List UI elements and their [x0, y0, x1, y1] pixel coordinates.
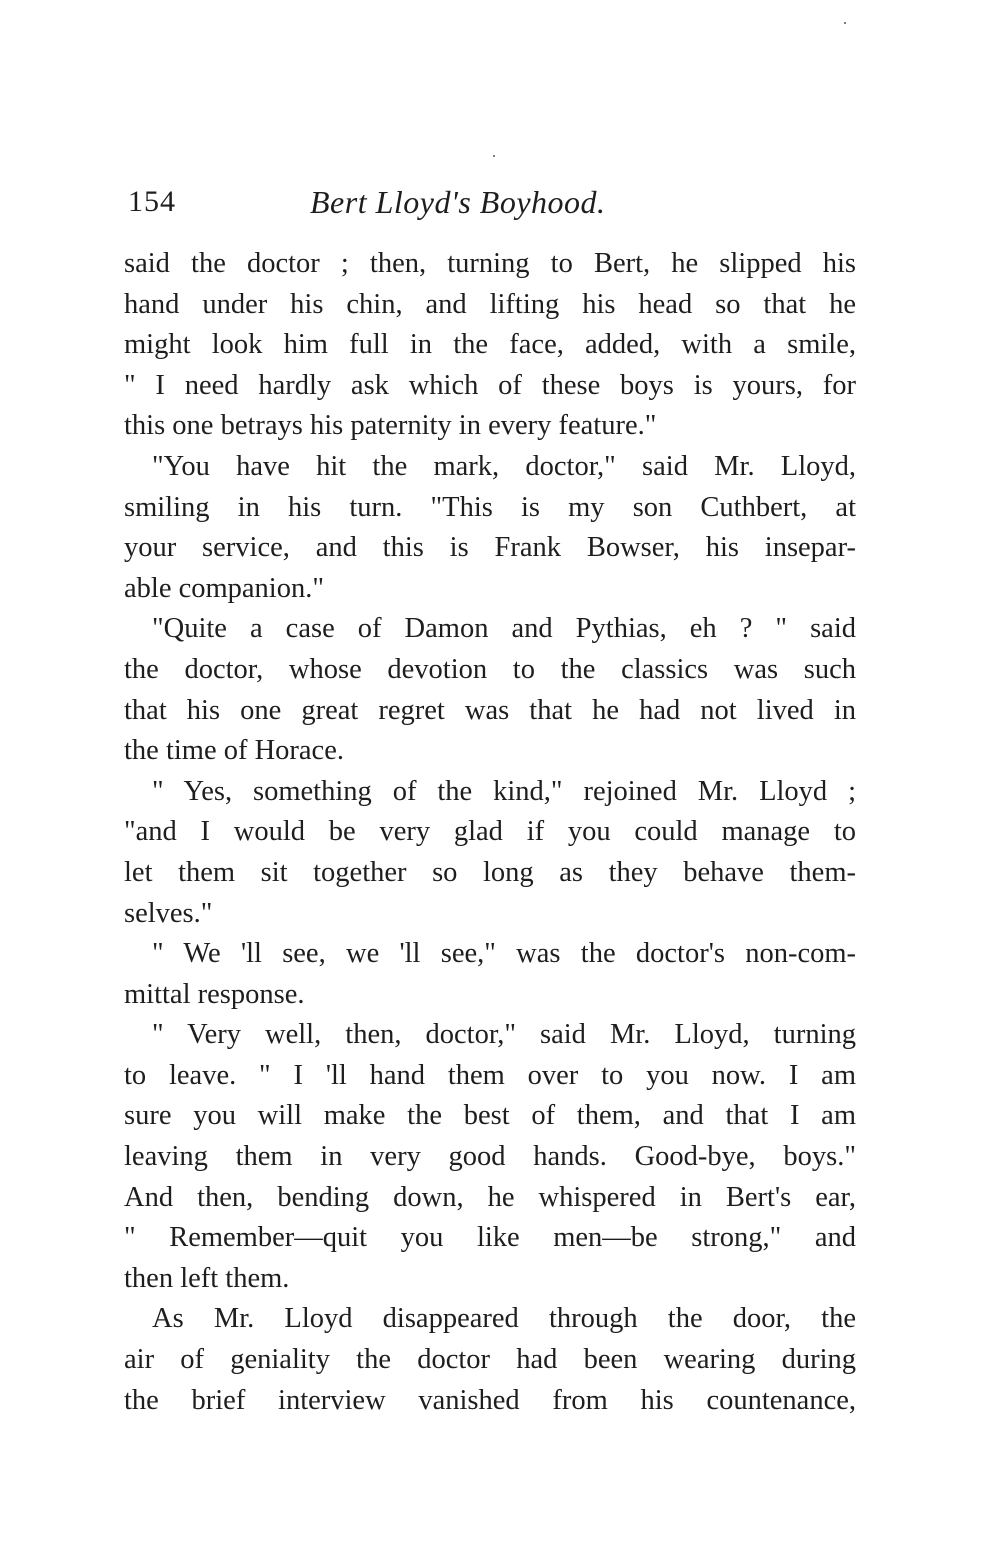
text-line: As Mr. Lloyd disappeared through the door, the	[152, 1303, 856, 1335]
text-line: " We 'll see, we 'll see," was the doctor's non-com-	[152, 938, 856, 970]
text-line: that his one great regret was that he had not lived in	[124, 694, 856, 726]
text-line: the brief interview vanished from his countenance,	[124, 1384, 856, 1416]
text-line: sure you will make the best of them, and that I am	[124, 1100, 856, 1132]
ink-speck	[844, 22, 846, 24]
text-line: "Quite a case of Damon and Pythias, eh ? " said	[152, 613, 856, 645]
text-line: "and I would be very glad if you could manage to	[124, 816, 856, 848]
text-line: leaving them in very good hands. Good-bye, boys."	[124, 1141, 856, 1173]
page-number: 154	[128, 185, 176, 218]
text-line: "You have hit the mark, doctor," said Mr. Lloyd,	[152, 450, 856, 482]
text-line: " Remember—quit you like men—be strong," and	[124, 1222, 856, 1254]
page-header	[124, 180, 856, 224]
text-line: might look him full in the face, added, with a smile,	[124, 329, 856, 361]
text-line: selves."	[124, 897, 213, 929]
text-line: " Yes, something of the kind," rejoined Mr. Lloyd ;	[152, 775, 856, 807]
text-line: air of geniality the doctor had been wearing during	[124, 1344, 856, 1376]
text-line: your service, and this is Frank Bowser, his insepar-	[124, 532, 856, 564]
text-line: able companion."	[124, 572, 324, 604]
text-line: the doctor, whose devotion to the classics was such	[124, 653, 856, 685]
running-title: Bert Lloyd's Boyhood.	[310, 184, 606, 220]
text-line: let them sit together so long as they behave them-	[124, 856, 856, 888]
text-line: " I need hardly ask which of these boys is yours, for	[124, 369, 856, 401]
text-line: And then, bending down, he whispered in Bert's ear,	[124, 1181, 856, 1213]
text-line: smiling in his turn. "This is my son Cuthbert, at	[124, 491, 856, 523]
ink-speck	[493, 155, 495, 157]
text-line: said the doctor ; then, turning to Bert, he slipped his	[124, 248, 856, 279]
body-text	[124, 244, 856, 1421]
text-line: this one betrays his paternity in every feature."	[124, 410, 657, 442]
text-line: then left them.	[124, 1262, 290, 1294]
text-line: the time of Horace.	[124, 735, 344, 767]
text-line: " Very well, then, doctor," said Mr. Lloyd, turning	[152, 1019, 856, 1051]
text-line: to leave. " I 'll hand them over to you now. I am	[124, 1059, 856, 1091]
text-line: hand under his chin, and lifting his head so that he	[124, 288, 856, 320]
text-line: mittal response.	[124, 978, 305, 1010]
